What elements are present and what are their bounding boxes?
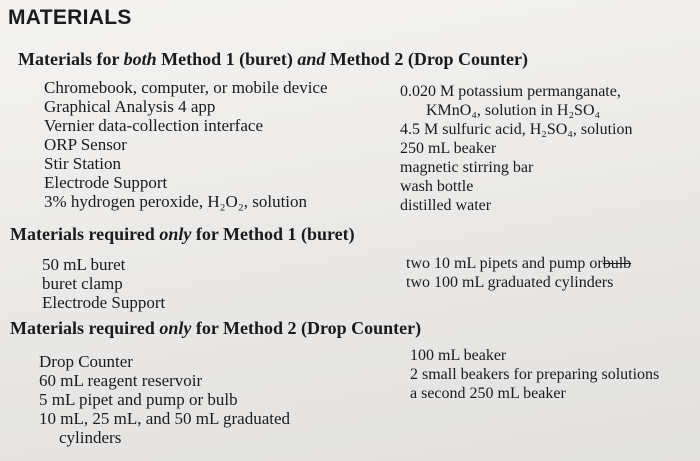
list-item: distilled water [400,197,492,214]
both-methods-right-list [400,82,632,215]
list-item: magnetic stirring bar [400,159,534,176]
list-item: 0.020 M potassium permanganate, [400,83,621,100]
list-item: cylinders [59,428,122,447]
list-item: 50 mL buret [42,255,126,274]
list-item: 250 mL beaker [400,140,497,157]
list-item: 4.5 M sulfuric acid, H₂SO₄, solution [400,121,633,138]
list-item: 10 mL, 25 mL, and 50 mL graduated [39,409,291,428]
list-item: buret clamp [42,274,123,293]
list-item: Drop Counter [39,352,133,371]
list-item: Electrode Support [42,293,166,312]
method-1-right-list [406,254,631,292]
section-heading-method-2: Materials required only for Method 2 (Drop Counter) [10,318,422,338]
struck-word: bulb [602,255,632,272]
list-item: ORP Sensor [44,135,127,154]
list-item: Electrode Support [44,173,168,192]
method-1-left-list [42,255,165,312]
list-item: 100 mL beaker [410,347,507,364]
section-heading-method-1: Materials required only for Method 1 (buret) [10,224,355,244]
method-2-left-list [39,352,290,447]
list-item: Stir Station [44,154,121,173]
list-item: Vernier data-collection interface [44,116,263,135]
list-item: two 10 mL pipets and pump orbulb [406,255,632,272]
list-item: 5 mL pipet and pump or bulb [39,390,238,409]
list-item: KMnO₄, solution in H₂SO₄ [426,102,601,119]
section-heading-both-methods: Materials for both Method 1 (buret) and Method 2 (Drop Counter) [18,49,528,69]
list-item: a second 250 mL beaker [410,385,566,402]
method-2-right-list [410,346,659,403]
list-item: Graphical Analysis 4 app [44,97,216,116]
list-item: wash bottle [400,178,474,195]
both-methods-left-list [44,78,328,211]
list-item: two 100 mL graduated cylinders [406,274,614,291]
list-item: 60 mL reagent reservoir [39,371,203,390]
list-item: 3% hydrogen peroxide, H₂O₂, solution [44,192,308,211]
list-item: 2 small beakers for preparing solutions [410,366,660,383]
page-title: MATERIALS [8,6,132,29]
list-item: Chromebook, computer, or mobile device [44,78,328,97]
